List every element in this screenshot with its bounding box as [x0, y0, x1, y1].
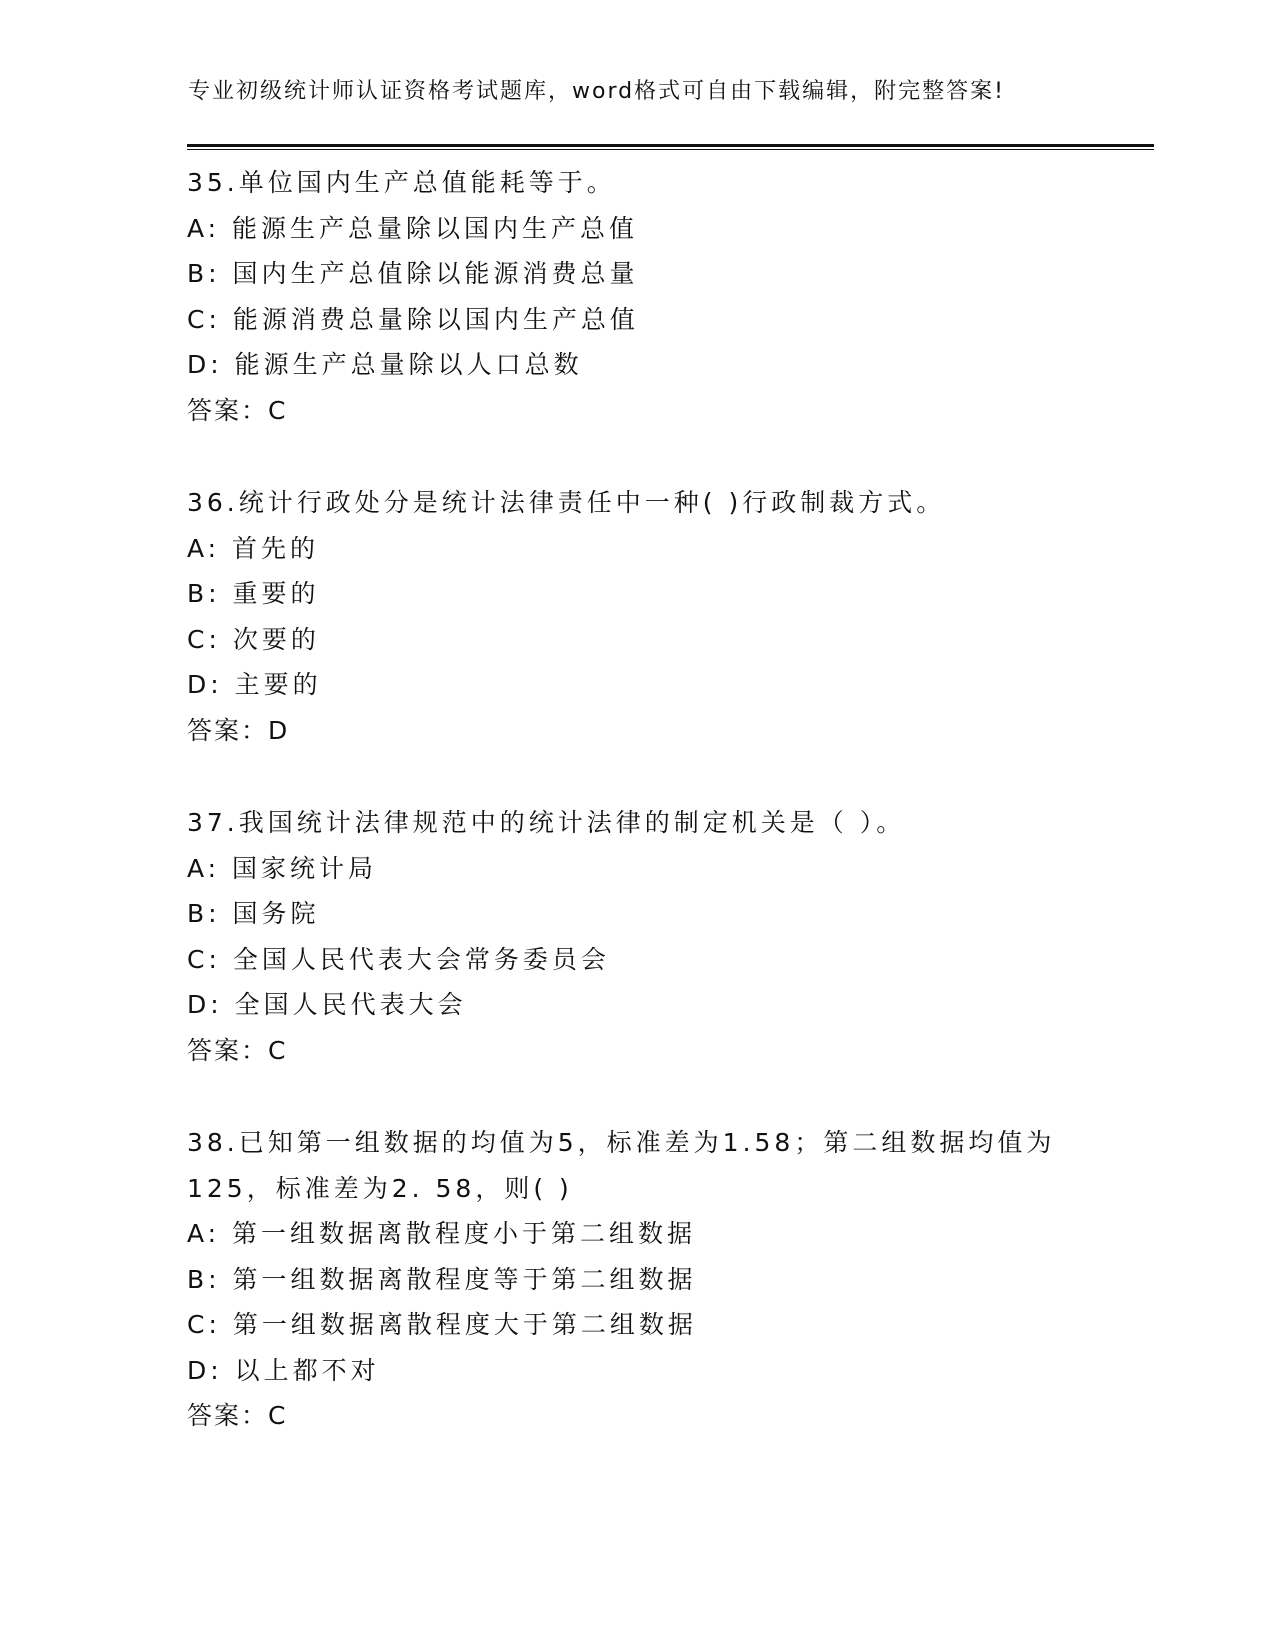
question-stem-continued: 125，标准差为2. 58，则( ): [187, 1173, 573, 1203]
option-c: C: 第一组数据离散程度大于第二组数据: [187, 1310, 697, 1339]
option-d: D: 全国人民代表大会: [187, 990, 467, 1019]
question-item: [187, 160, 1087, 433]
question-stem: 38.已知第一组数据的均值为5，标准差为1.58；第二组数据均值为: [187, 1128, 1056, 1157]
option-a: A: 首先的: [187, 533, 320, 563]
answer-line: 答案：C: [187, 1401, 288, 1430]
question-item: [187, 1120, 1087, 1439]
page-header-title: 专业初级统计师认证资格考试题库，word格式可自由下载编辑，附完整答案!: [188, 79, 1005, 104]
question-list: [187, 160, 1087, 1486]
question-stem: 36.统计行政处分是统计法律责任中一种( )行政制裁方式。: [187, 488, 946, 517]
option-c: C: 次要的: [187, 624, 320, 654]
option-d: D: 以上都不对: [187, 1355, 380, 1385]
option-d: D: 主要的: [187, 670, 322, 699]
answer-line: 答案：D: [187, 715, 290, 745]
option-b: B: 重要的: [187, 579, 320, 608]
option-c: C: 全国人民代表大会常务委员会: [187, 944, 610, 974]
option-c: C: 能源消费总量除以国内生产总值: [187, 304, 639, 334]
question-stem: 35.单位国内生产总值能耗等于。: [187, 168, 616, 197]
answer-line: 答案：C: [187, 1035, 288, 1065]
option-b: B: 第一组数据离散程度等于第二组数据: [187, 1264, 697, 1294]
option-a: A: 能源生产总量除以国内生产总值: [187, 213, 639, 243]
option-a: A: 第一组数据离散程度小于第二组数据: [187, 1219, 697, 1248]
option-d: D: 能源生产总量除以人口总数: [187, 350, 583, 379]
option-b: B: 国务院: [187, 899, 320, 928]
question-item: [187, 800, 1087, 1073]
question-item: [187, 480, 1087, 753]
option-b: B: 国内生产总值除以能源消费总量: [187, 259, 639, 288]
header-divider: [187, 144, 1154, 150]
option-a: A: 国家统计局: [187, 853, 378, 883]
question-stem: 37.我国统计法律规范中的统计法律的制定机关是（ ）。: [187, 808, 906, 837]
answer-line: 答案：C: [187, 395, 288, 425]
